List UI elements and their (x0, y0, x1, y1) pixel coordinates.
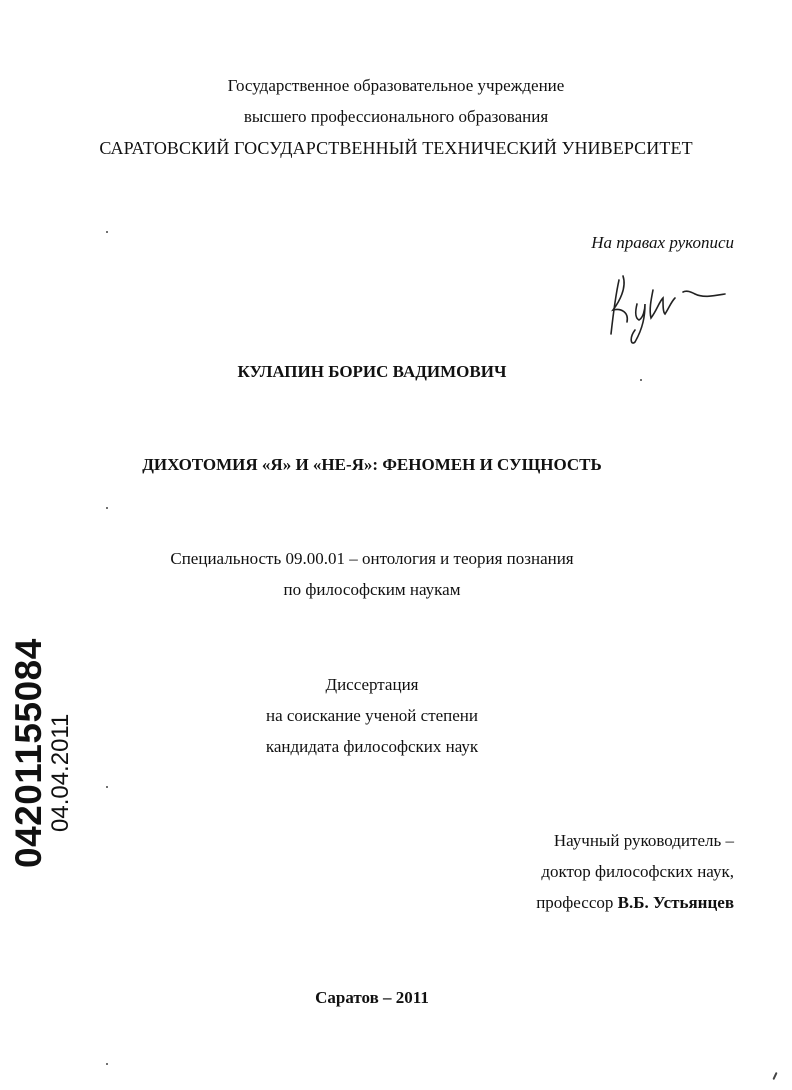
scan-speck (106, 786, 108, 788)
scan-speck (106, 231, 108, 233)
scan-speck (106, 1063, 108, 1065)
scan-speck (772, 1072, 777, 1080)
supervisor-degree: доктор философских наук, (541, 862, 734, 881)
scan-speck (106, 507, 108, 509)
library-stamp-number: 04201155084 (8, 638, 49, 868)
university-name: САРАТОВСКИЙ ГОСУДАРСТВЕННЫЙ ТЕХНИЧЕСКИЙ УНИВЕРСИТЕТ (99, 138, 693, 158)
institution-type: Государственное образовательное учреждение (227, 76, 565, 95)
place-and-year: Саратов – 2011 (315, 988, 429, 1007)
document-type: Диссертация (325, 675, 419, 694)
library-stamp-date: 04.04.2011 (47, 713, 74, 832)
manuscript-rights-note: На правах рукописи (591, 233, 734, 252)
supervisor-name: В.Б. Устьянцев (617, 893, 734, 912)
degree-name: кандидата философских наук (265, 737, 479, 756)
author-signature (605, 268, 730, 348)
author-name: КУЛАПИН БОРИС ВАДИМОВИЧ (237, 362, 507, 381)
scan-speck (640, 379, 642, 381)
supervisor-title: профессор (536, 893, 614, 912)
specialty-field: по философским наукам (283, 580, 461, 599)
supervisor-name-line (536, 893, 734, 913)
institution-level: высшего профессионального образования (243, 107, 549, 126)
dissertation-title: ДИХОТОМИЯ «Я» И «НЕ-Я»: ФЕНОМЕН И СУЩНОСТЬ (142, 455, 602, 474)
supervisor-label: Научный руководитель – (553, 831, 734, 850)
specialty-code: Специальность 09.00.01 – онтология и теория познания (170, 549, 574, 568)
degree-purpose: на соискание ученой степени (265, 706, 479, 725)
